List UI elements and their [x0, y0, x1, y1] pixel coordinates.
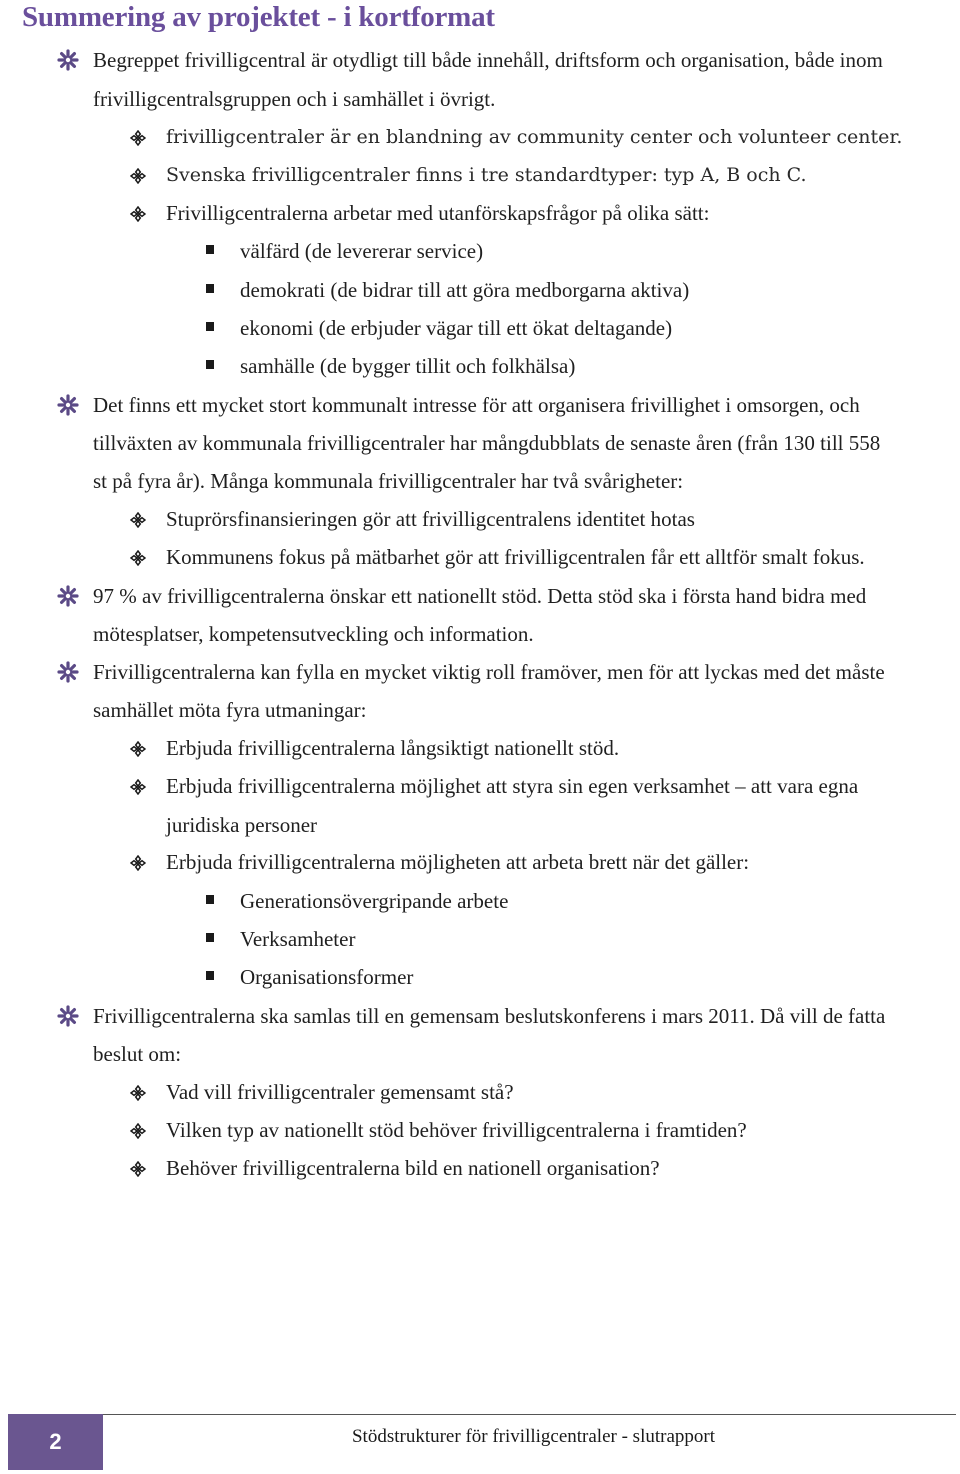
summary-point-3-line-2: mötesplatser, kompetensutveckling och information. [93, 622, 534, 646]
asterisk-bullet-icon [57, 49, 79, 71]
page-number: 2 [49, 1429, 62, 1454]
summary-point-4-line-1: Frivilligcentralerna kan fylla en mycket viktig roll framöver, men för att lyckas med det måste [93, 660, 885, 684]
asterisk-bullet-icon [57, 585, 79, 607]
diamond-bullet-icon [130, 512, 146, 528]
square-bullet-icon [206, 322, 214, 331]
diamond-bullet-icon [130, 550, 146, 566]
square-bullet-icon [206, 971, 214, 980]
diamond-bullet-icon [130, 741, 146, 757]
diamond-bullet-icon [130, 168, 146, 184]
sub-point: Stuprörsfinansieringen gör att frivilligcentralens identitet hotas [166, 507, 695, 531]
summary-point-2-line-3: st på fyra år). Många kommunala frivilligcentraler har två svårigheter: [93, 469, 684, 493]
asterisk-bullet-icon [57, 1005, 79, 1027]
sub-point: Vad vill frivilligcentraler gemensamt stå? [166, 1080, 514, 1104]
summary-point-1-line-2: frivilligcentralsgruppen och i samhället i övrigt. [93, 87, 496, 111]
asterisk-bullet-icon [57, 394, 79, 416]
list-item: samhälle (de bygger tillit och folkhälsa) [240, 354, 576, 378]
list-item: demokrati (de bidrar till att göra medborgarna aktiva) [240, 278, 690, 302]
square-bullet-icon [206, 895, 214, 904]
page-title: Summering av projektet - i kortformat [22, 1, 495, 33]
square-bullet-icon [206, 245, 214, 254]
footer-divider [103, 1414, 956, 1415]
sub-point: Behöver frivilligcentralerna bild en nationell organisation? [166, 1156, 660, 1180]
running-title: Stödstrukturer för frivilligcentraler - slutrapport [351, 1426, 715, 1447]
list-item: ekonomi (de erbjuder vägar till ett ökat deltagande) [240, 316, 673, 340]
summary-point-2-line-1: Det finns ett mycket stort kommunalt intresse för att organisera frivillighet i omsorgen, och [93, 393, 860, 417]
summary-point-2-line-2: tillväxten av kommunala frivilligcentraler har mångdubblats de senaste åren (från 130 till 558 [93, 431, 881, 455]
diamond-bullet-icon [130, 1161, 146, 1177]
sub-point: Erbjuda frivilligcentralerna långsiktigt nationellt stöd. [166, 736, 620, 760]
diamond-bullet-icon [130, 1085, 146, 1101]
list-item: Organisationsformer [240, 965, 414, 989]
square-bullet-icon [206, 284, 214, 293]
summary-point-4-line-2: samhället möta fyra utmaningar: [93, 698, 367, 722]
diamond-bullet-icon [130, 779, 146, 795]
sub-point: Vilken typ av nationellt stöd behöver frivilligcentralerna i framtiden? [166, 1118, 747, 1142]
list-item: välfärd (de levererar service) [240, 239, 484, 263]
list-item: Generationsövergripande arbete [240, 889, 509, 913]
summary-point-5-line-1: Frivilligcentralerna ska samlas till en gemensam beslutskonferens i mars 2011. Då vill de fatta [93, 1004, 886, 1028]
diamond-bullet-icon [130, 206, 146, 222]
sub-point-continuation: juridiska personer [166, 813, 318, 837]
diamond-bullet-icon [130, 855, 146, 871]
asterisk-bullet-icon [57, 661, 79, 683]
diamond-bullet-icon [130, 1123, 146, 1139]
sub-point: Erbjuda frivilligcentralerna möjligheten att arbeta brett när det gäller: [166, 850, 750, 874]
sub-point: Erbjuda frivilligcentralerna möjlighet att styra sin egen verksamhet – att vara egna [166, 774, 859, 798]
summary-point-5-line-2: beslut om: [93, 1042, 182, 1066]
page-number-badge [8, 1414, 103, 1470]
square-bullet-icon [206, 360, 214, 369]
summary-point-1-line-1: Begreppet frivilligcentral är otydligt till både innehåll, driftsform och organisation, både inom [93, 48, 883, 72]
sub-point: Svenska frivilligcentraler finns i tre standardtyper: typ A, B och C. [166, 164, 807, 186]
summary-point-3-line-1: 97 % av frivilligcentralerna önskar ett nationellt stöd. Detta stöd ska i första hand bidra med [93, 584, 867, 608]
sub-point: Kommunens fokus på mätbarhet gör att frivilligcentralen får ett alltför smalt fokus. [166, 545, 865, 569]
diamond-bullet-icon [130, 130, 146, 146]
list-item: Verksamheter [240, 927, 356, 951]
square-bullet-icon [206, 933, 214, 942]
sub-point: frivilligcentraler är en blandning av community center och volunteer center. [166, 126, 903, 148]
sub-point: Frivilligcentralerna arbetar med utanförskapsfrågor på olika sätt: [166, 201, 710, 225]
